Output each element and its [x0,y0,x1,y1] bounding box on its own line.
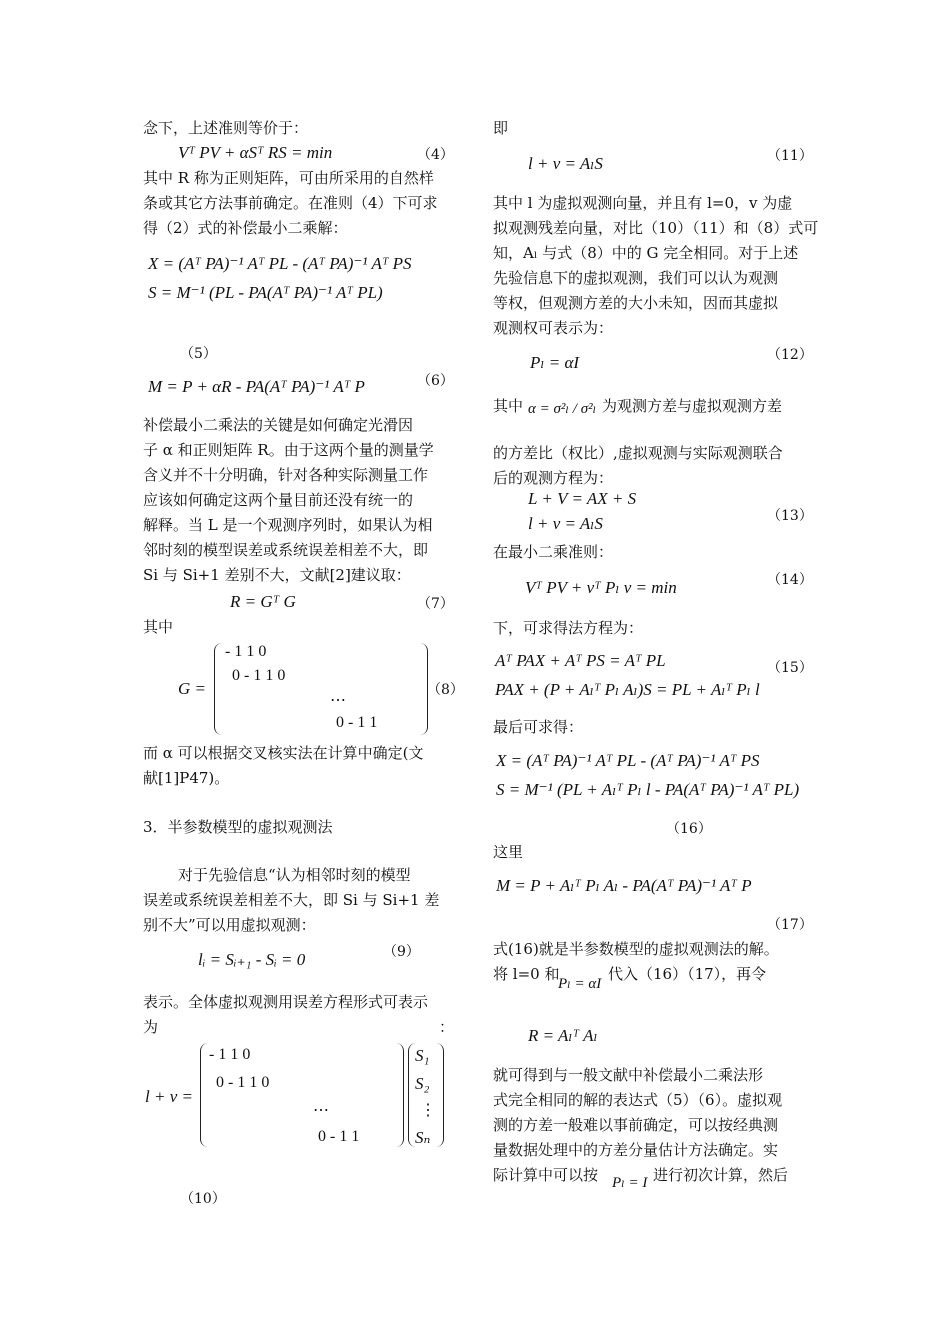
text-line: 补偿最小二乘法的关键是如何确定光滑因 [143,416,414,434]
equation-11: l + v = AₗS [528,154,603,173]
text-line: 进行初次计算，然后 [653,1166,789,1184]
text-line: 将 l=0 和 [493,965,560,983]
equation-13a: L + V = AX + S [528,489,637,508]
equation-15a: Aᵀ PAX + Aᵀ PS = Aᵀ PL [495,651,666,670]
text-line: 等权，但观测方差的大小未知，因而其虚拟 [493,294,779,312]
text-line: 邻时刻的模型误差或系统误差相差不大，即 [143,541,429,559]
inline-formula: Pₗ = αI [558,976,602,992]
equation-number: （5） [180,346,217,362]
text-line: 量数据处理中的方差分量估计方法确定。实 [493,1141,779,1159]
text-line: 而 α 可以根据交叉核实法在计算中确定(文 [143,744,424,762]
text-line: 这里 [493,843,524,861]
text-line: 际计算中可以按 [493,1166,599,1184]
matrix-row: - 1 1 0 [225,643,267,660]
text-line: 式完全相同的解的表达式（5）（6）。虚拟观 [493,1091,783,1109]
vector-entry: Sₙ [415,1128,431,1147]
equation-number: （17） [767,917,813,933]
section-heading: 3．半参数模型的虚拟观测法 [143,818,333,836]
equation-number: （7） [417,596,454,612]
equation-number: （16） [666,821,712,837]
text-line: 知，Aₗ 与式（8）中的 G 完全相同。对于上述 [493,244,799,262]
text-line: 其中 [143,618,174,636]
matrix-g-label: G = [178,679,206,698]
text-line: Si 与 Si+1 差别不大，文献[2]建议取： [143,566,411,584]
text-line: 式(16)就是半参数模型的虚拟观测法的解。 [493,940,779,958]
equation-number: （10） [180,1191,226,1207]
text-line: 其中 R 称为正则矩阵，可由所采用的自然样 [143,169,434,187]
equation-number: （13） [767,508,813,524]
text-line: 得（2）式的补偿最小二乘解： [143,219,348,237]
text-line: 别不大”可以用虚拟观测： [143,916,316,934]
equation-5b: S = M⁻¹ (PL - PA(Aᵀ PA)⁻¹ Aᵀ PL) [148,283,383,302]
text-line: 拟观测残差向量，对比（10）（11）和（8）式可 [493,219,819,237]
equation-16b: S = M⁻¹ (PL + Aₗᵀ Pₗ l - PA(Aᵀ PA)⁻¹ Aᵀ PL) [496,780,800,799]
equation-4: Vᵀ PV + αSᵀ RS = min [178,143,333,162]
equation-16a: X = (Aᵀ PA)⁻¹ Aᵀ PL - (Aᵀ PA)⁻¹ Aᵀ PS [496,751,760,770]
text-line: 为观测方差与虚拟观测方差 [602,397,783,415]
text-line: 后的观测方程为： [493,469,614,487]
text-line: 含义并不十分明确，针对各种实际测量工作 [143,466,429,484]
text-line: 先验信息下的虚拟观测，我们可以认为观测 [493,269,779,287]
matrix-row: 0 - 1 1 [318,1128,360,1145]
text-line: 其中 [493,397,524,415]
matrix-row: 0 - 1 1 [336,714,378,731]
matrix-row: ⋯ [330,692,346,709]
equation-5a: X = (Aᵀ PA)⁻¹ Aᵀ PL - (Aᵀ PA)⁻¹ Aᵀ PS [148,254,412,273]
equation-17: M = P + Aₗᵀ Pₗ Aₗ - PA(Aᵀ PA)⁻¹ Aᵀ P [496,876,752,895]
equation-number: （9） [383,944,420,960]
equation-R: R = Aₗᵀ Aₗ [528,1026,598,1045]
vector-entry: ⋮ [420,1102,436,1119]
inline-formula: Pₗ = I [612,1175,648,1191]
text-line: 最后可求得： [493,718,584,736]
text-line: 为 [143,1018,159,1036]
equation-12: Pₗ = αI [530,353,580,372]
text-line: 献[1]P47)。 [143,769,230,787]
text-line: 念下，上述准则等价于： [143,119,309,137]
text-line: 解释。当 L 是一个观测序列时，如果认为相 [143,516,433,534]
equation-6: M = P + αR - PA(Aᵀ PA)⁻¹ Aᵀ P [148,377,365,396]
text-line: 表示。全体虚拟观测用误差方程形式可表示 [143,993,429,1011]
equation-number: （11） [767,148,813,164]
matrix-row: 0 - 1 1 0 [216,1074,270,1091]
equation-number: （6） [417,373,454,389]
text-line: 即 [493,119,509,137]
text-line: 测的方差一般难以事前确定，可以按经典测 [493,1116,779,1134]
text-line: 代入（16）（17），再令 [608,965,767,983]
text-line: 其中 l 为虚拟观测向量，并且有 l=0，v 为虚 [493,194,793,212]
inline-formula: α = σ²ₗ / σ²ₗ [528,401,597,417]
text-line: 误差或系统误差相差不大，即 Si 与 Si+1 差 [143,891,440,909]
text-line: 的方差比（权比）,虚拟观测与实际观测联合 [493,444,783,462]
text-line: 就可得到与一般文献中补偿最小二乘法形 [493,1066,764,1084]
equation-15b: PAX + (P + Aₗᵀ Pₗ Aₗ)S = PL + Aₗᵀ Pₗ l [495,680,760,699]
vector-entry: S₂ [415,1074,430,1093]
text-line: 观测权可表示为： [493,319,614,337]
vector-entry: S₁ [415,1046,430,1065]
matrix-row: - 1 1 0 [209,1046,251,1063]
equation-number: （15） [767,660,813,676]
equation-number: （14） [767,572,813,588]
text-line: 条或其它方法事前确定。在准则（4）下可求 [143,194,438,212]
equation-number: （12） [767,347,813,363]
equation-14: Vᵀ PV + vᵀ Pₗ v = min [525,578,677,597]
equation-7: R = Gᵀ G [230,592,296,611]
text-colon: ： [439,1018,455,1036]
text-line: 应该如何确定这两个量目前还没有统一的 [143,491,414,509]
text-line: 子 α 和正则矩阵 R。由于这两个量的测量学 [143,441,434,459]
text-line: 对于先验信息“认为相邻时刻的模型 [178,866,411,884]
matrix-row: 0 - 1 1 0 [232,667,286,684]
matrix-row: ⋯ [313,1102,329,1119]
equation-number: （4） [417,147,454,163]
text-line: 在最小二乘准则： [493,543,614,561]
equation-number: （8） [427,682,464,698]
equation-9: lᵢ = Sᵢ₊₁ - Sᵢ = 0 [198,950,306,969]
text-line: 下，可求得法方程为： [493,619,644,637]
equation-13b: l + v = AₗS [528,514,603,533]
matrix-eq10-label: l + v = [145,1087,193,1106]
